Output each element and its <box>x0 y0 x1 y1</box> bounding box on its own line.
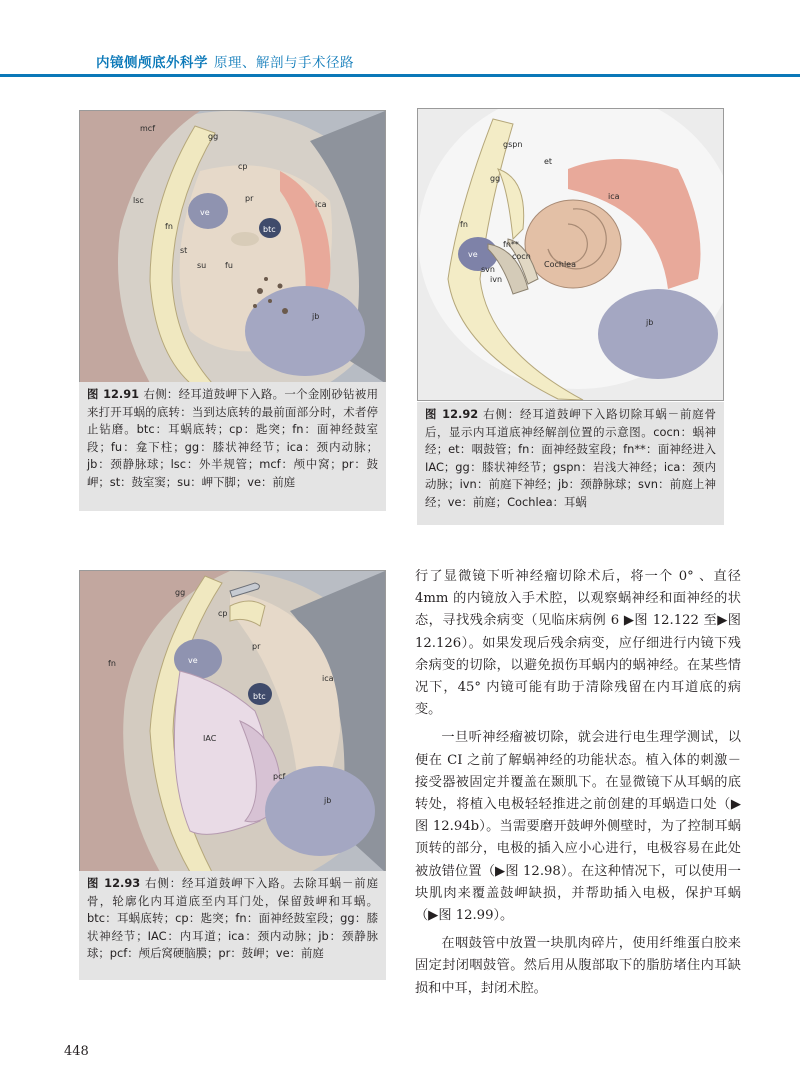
figure-12-91 <box>79 110 386 384</box>
book-title: 内镜侧颅底外科学 原理、解剖与手术径路 <box>96 55 354 71</box>
label-ica: ica <box>322 674 334 683</box>
label-btc: btc <box>253 692 266 701</box>
label-fn: fn <box>108 659 116 668</box>
figure-12-93-illustration <box>80 571 385 872</box>
label-pr: pr <box>245 194 254 203</box>
label-st: st <box>180 246 188 255</box>
figure-12-91-caption <box>79 382 386 511</box>
label-ve: ve <box>188 656 198 665</box>
label-cochlea: Cochlea <box>544 260 576 269</box>
label-gg: gg <box>490 174 501 183</box>
label-cp: cp <box>218 609 228 618</box>
label-mcf: mcf <box>140 124 156 133</box>
label-ica: ica <box>315 200 327 209</box>
body-text-column <box>415 566 741 1000</box>
label-lsc: lsc <box>133 196 144 205</box>
label-iac: IAC <box>203 734 217 743</box>
label-jb: jb <box>646 318 654 327</box>
label-svn: svn <box>481 265 495 274</box>
caption-text: 右侧：经耳道鼓岬下入路切除耳蜗－前庭骨后，显示内耳道底神经解剖位置的示意图。cocn：蜗神经；et：咽鼓管；fn：面神经鼓室段；fn**：面神经进入IAC；gg：膝状神经节；gspn：岩浅大神经；ica：颈内动脉；ivn：前庭下神经；jb：颈静脉球；svn：前庭上神经；ve：前庭；Cochlea：耳蜗 <box>425 407 716 509</box>
label-ve: ve <box>200 208 210 217</box>
label-et: et <box>544 157 553 166</box>
label-ica: ica <box>608 192 620 201</box>
label-fn: fn <box>165 222 173 231</box>
label-gg: gg <box>175 588 186 597</box>
label-cocn: cocn <box>512 252 531 261</box>
paragraph-2: 一旦听神经瘤被切除，就会进行电生理学测试，以便在 CI 之前了解蜗神经的功能状态。植入体的刺激－接受器被固定并覆盖在颞肌下。在显微镜下从耳蜗的底转处，将植入电极轻轻推进之前创建的耳蜗造口处（▶图 12.94b）。当需要磨开鼓岬外侧壁时，为了控制耳蜗顶转的部分，电极的插入应小心进行，电极容易在此处被放错位置（▶图 12.98）。在这种情况下，可以使用一块肌肉来覆盖鼓岬缺损，并帮助插入电极，保护耳蜗（▶图 12.99）。 <box>415 730 741 924</box>
label-ivn: ivn <box>490 275 503 284</box>
label-gg: gg <box>208 132 219 141</box>
label-pcf: pcf <box>273 772 286 781</box>
figure-12-92 <box>417 108 724 401</box>
label-fn-iac: fn** <box>503 240 519 249</box>
figure-12-92-caption <box>417 402 724 525</box>
caption-number: 图 12.92 <box>425 407 479 421</box>
header-rule <box>0 74 800 77</box>
book-subtitle: 原理、解剖与手术径路 <box>214 55 354 71</box>
figure-12-92-illustration <box>418 109 723 400</box>
label-jb: jb <box>324 796 332 805</box>
label-fu: fu <box>225 261 233 270</box>
figure-12-93-caption <box>79 871 386 980</box>
label-pr: pr <box>252 642 261 651</box>
label-su: su <box>197 261 207 270</box>
caption-number: 图 12.93 <box>87 876 141 890</box>
label-ve: ve <box>468 250 478 259</box>
figure-12-91-illustration <box>80 111 385 383</box>
label-fn: fn <box>460 220 468 229</box>
running-header <box>0 0 800 80</box>
caption-number: 图 12.91 <box>87 387 140 401</box>
caption-text: 右侧：经耳道鼓岬下入路。一个金刚砂钻被用来打开耳蜗的底转：当到达底转的最前面部分时，术者停止钻磨。btc：耳蜗底转；cp：匙突；fn：面神经鼓室段；fu：龛下柱；gg：膝状神经节；ica：颈内动脉；jb：颈静脉球；lsc：外半规管；mcf：颅中窝；pr：鼓岬；st：鼓室窦；su：岬下脚；ve：前庭 <box>87 387 378 489</box>
figure-12-93 <box>79 570 386 873</box>
caption-text: 右侧：经耳道鼓岬下入路。去除耳蜗－前庭骨，轮廓化内耳道底至内耳门处，保留鼓岬和耳蜗。btc：耳蜗底转；cp：匙突；fn：面神经鼓室段；gg：膝状神经节；IAC：内耳道；ica：颈内动脉；jb：颈静脉球；pcf：颅后窝硬脑膜；pr：鼓岬；ve：前庭 <box>87 876 378 960</box>
label-btc: btc <box>263 225 276 234</box>
paragraph-3: 在咽鼓管中放置一块肌肉碎片，使用纤维蛋白胶来固定封闭咽鼓管。然后用从腹部取下的脂肪堵住内耳缺损和中耳，封闭术腔。 <box>415 936 741 996</box>
label-jb: jb <box>312 312 320 321</box>
paragraph-1: 行了显微镜下听神经瘤切除术后，将一个 0° 、直径 4mm 的内镜放入手术腔，以观察蜗神经和面神经的状态，寻找残余病变（见临床病例 6 ▶图 12.122 至▶图 12.126）。如果发现后残余病变，应仔细进行内镜下残余病变的切除，以避免损伤耳蜗内的蜗神经。在某些情况下，45° 内镜可能有助于清除残留在内耳道底的病变。 <box>415 569 741 718</box>
label-gspn: gspn <box>503 140 523 149</box>
label-cp: cp <box>238 162 248 171</box>
page-number: 448 <box>64 1044 89 1059</box>
